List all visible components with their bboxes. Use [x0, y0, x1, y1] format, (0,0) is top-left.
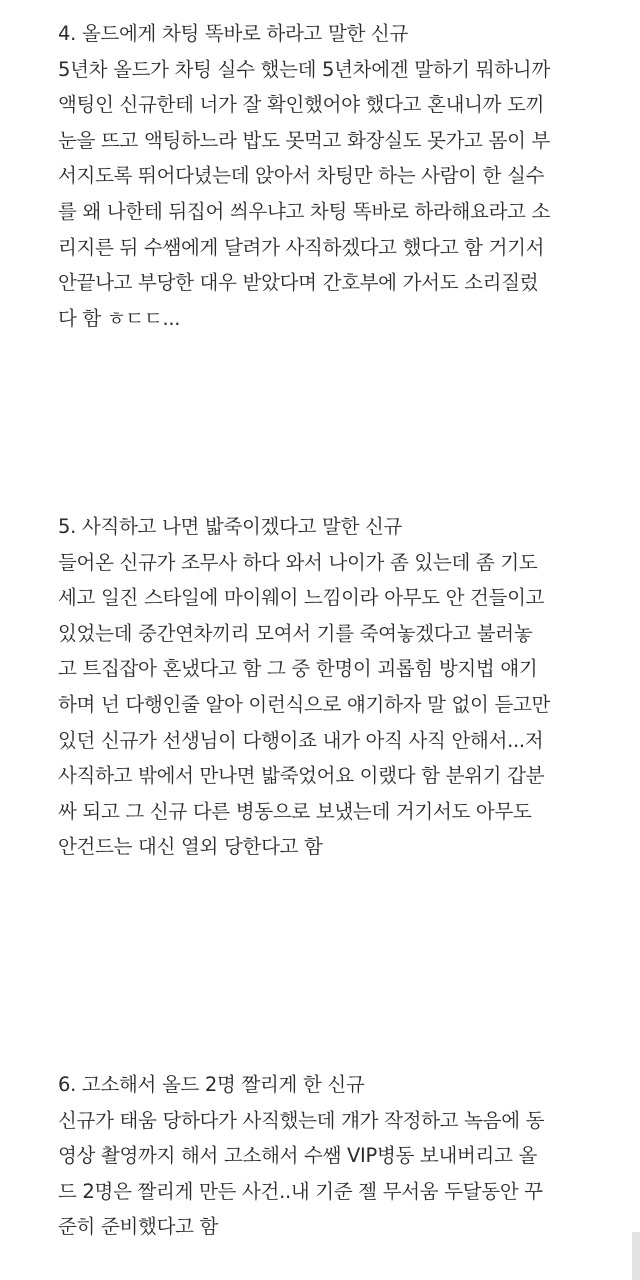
body-line: 영상 촬영까지 해서 고소해서 수쌤 VIP병동 보내버리고 올	[58, 1144, 538, 1168]
story-section-5	[58, 509, 618, 865]
body-line: 서지도록 뛰어다녔는데 앉아서 차팅만 하는 사람이 한 실수	[58, 164, 545, 188]
body-line: 안끝나고 부당한 대우 받았다며 간호부에 가서도 소리질렀	[58, 271, 539, 295]
scrollbar-thumb[interactable]	[632, 1232, 640, 1280]
body-line: 있던 신규가 선생님이 다행이죠 내가 아직 사직 안해서...저	[58, 728, 544, 752]
body-line: 준히 준비했다고 함	[58, 1215, 219, 1239]
body-line: 다 함 ㅎㄷㄷ...	[58, 306, 181, 330]
body-line: 사직하고 밖에서 만나면 밟죽었어요 이랬다 함 분위기 갑분	[58, 764, 545, 788]
body-line: 세고 일진 스타일에 마이웨이 느낌이라 아무도 안 건들이고	[58, 586, 545, 610]
story-section-6	[58, 1067, 618, 1245]
body-line: 드 2명은 짤리게 만든 사건..내 기준 젤 무서움 두달동안 꾸	[58, 1179, 543, 1203]
body-line: 눈을 뜨고 액팅하느라 밥도 못먹고 화장실도 못가고 몸이 부	[58, 128, 551, 152]
body-line: 신규가 태움 당하다가 사직했는데 걔가 작정하고 녹음에 동	[58, 1108, 545, 1132]
body-line: 를 왜 나한테 뒤집어 씌우냐고 차팅 똑바로 하라해요라고 소	[58, 199, 551, 223]
body-line: 싸 되고 그 신규 다른 병동으로 보냈는데 거기서도 아무도	[58, 799, 532, 823]
body-line: 리지른 뒤 수쌤에게 달려가 사직하겠다고 했다고 함 거기서	[58, 235, 545, 259]
section-heading: 6. 고소해서 올드 2명 짤리게 한 신규	[58, 1073, 365, 1096]
body-line: 하며 넌 다행인줄 알아 이런식으로 얘기하자 말 없이 듣고만	[58, 692, 551, 716]
body-line: 액팅인 신규한테 너가 잘 확인했어야 했다고 혼내니까 도끼	[58, 93, 545, 117]
body-line: 들어온 신규가 조무사 하다 와서 나이가 좀 있는데 좀 기도	[58, 550, 538, 574]
story-section-4	[58, 16, 618, 336]
section-heading: 4. 올드에게 차팅 똑바로 하라고 말한 신규	[58, 22, 408, 45]
section-heading: 5. 사직하고 나면 밟죽이겠다고 말한 신규	[58, 515, 403, 538]
body-line: 5년차 올드가 차팅 실수 했는데 5년차에겐 말하기 뭐하니까	[58, 57, 550, 81]
body-line: 고 트집잡아 혼냈다고 함 그 중 한명이 괴롭힘 방지법 얘기	[58, 657, 538, 681]
body-line: 안건드는 대신 열외 당한다고 함	[58, 835, 323, 859]
body-line: 있었는데 중간연차끼리 모여서 기를 죽여놓겠다고 불러놓	[58, 621, 533, 645]
